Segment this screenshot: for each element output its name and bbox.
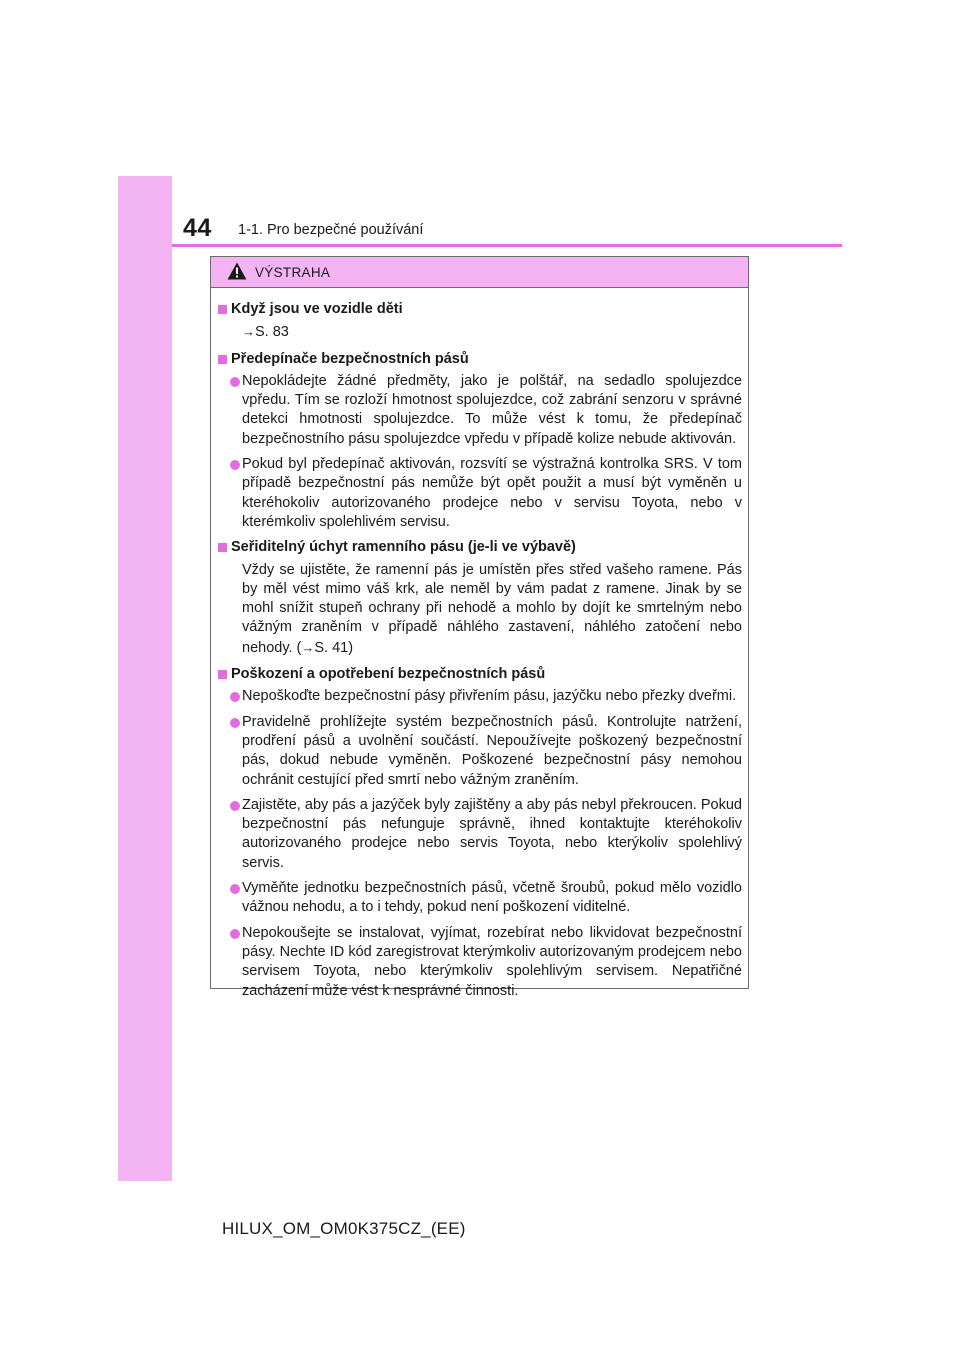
warning-label: VÝSTRAHA bbox=[255, 265, 331, 280]
circle-bullet-icon bbox=[230, 377, 240, 387]
side-tab-bar bbox=[118, 176, 172, 1181]
bullet-item bbox=[217, 924, 742, 1001]
header-divider bbox=[172, 244, 842, 247]
paragraph: Vždy se ujistěte, že ramenní pás je umístěn přes střed vašeho ramene. Pás by měl vést mimo váš krk, ale neměl by vám padat z ramene. Jinak by se mohl snížit stupeň ochrany při nehodě a mohlo by dojít ke smrtelným nebo vážným zraněním v případě náhlého zastavení, náhlého zatočení nebo nehody. (→S. 41) bbox=[242, 561, 742, 656]
bullet-item bbox=[217, 455, 742, 532]
warning-triangle-icon bbox=[227, 262, 247, 280]
warning-header bbox=[211, 257, 748, 288]
arrow-right-icon: → bbox=[242, 324, 255, 340]
section-title: 1-1. Pro bezpečné používání bbox=[238, 222, 424, 238]
bullet-item bbox=[217, 879, 742, 918]
bullet-text: Nepoškoďte bezpečnostní pásy přivřením pásu, jazýčku nebo přezky dveřmi. bbox=[242, 688, 737, 705]
bullet-item bbox=[217, 796, 742, 873]
page-number: 44 bbox=[183, 214, 212, 242]
page-reference bbox=[217, 322, 742, 342]
square-bullet-icon bbox=[218, 305, 227, 314]
bullet-text: Pravidelně prohlížejte systém bezpečnostních pásů. Kontrolujte natržení, prodření pásů a uvolnění součástí. Nepoužívejte poškozený bezpečnostní pás, dokud nebude vyměněn. Poškozené bezpečnostní pásy nemohou ochránit cestující před smrtí nebo vážným zraněním. bbox=[242, 713, 742, 788]
section-heading-text: Seřiditelný úchyt ramenního pásu (je-li ve výbavě) bbox=[231, 539, 576, 556]
square-bullet-icon bbox=[218, 355, 227, 364]
circle-bullet-icon bbox=[230, 718, 240, 728]
bullet-text: Nepokoušejte se instalovat, vyjímat, rozebírat nebo likvidovat bezpečnostní pásy. Nechte ID kód zaregistrovat kterýmkoliv autorizovaným prodejcem nebo servisem Toyota, nebo kterýmkoliv spolehlivým servisem. Nepatřičné zacházení může vést k nesprávné činnosti. bbox=[242, 924, 742, 999]
section-heading-text: Předepínače bezpečnostních pásů bbox=[231, 350, 469, 367]
page-reference-text: S. 41 bbox=[314, 639, 349, 656]
section-heading-text: Když jsou ve vozidle děti bbox=[231, 301, 403, 317]
bullet-text: Zajistěte, aby pás a jazýček byly zajištěny a aby pás nebyl překroucen. Pokud bezpečnostní pás nefunguje správně, ihned kontaktujte kteréhokoliv autorizovaného prodejce nebo servis Toyota, nebo kterýkoliv spolehlivý servis. bbox=[242, 796, 742, 871]
warning-body bbox=[211, 288, 748, 1001]
section-heading-text: Poškození a opotřebení bezpečnostních pásů bbox=[231, 666, 546, 683]
section-heading bbox=[217, 665, 742, 684]
circle-bullet-icon bbox=[230, 692, 240, 702]
section-heading bbox=[217, 350, 742, 369]
circle-bullet-icon bbox=[230, 884, 240, 894]
section-heading bbox=[217, 300, 742, 319]
bullet-text: Vyměňte jednotku bezpečnostních pásů, včetně šroubů, pokud mělo vozidlo vážnou nehodu, a to i tehdy, pokud není poškození viditelné. bbox=[242, 880, 742, 916]
circle-bullet-icon bbox=[230, 801, 240, 811]
bullet-item bbox=[217, 713, 742, 790]
square-bullet-icon bbox=[218, 543, 227, 552]
bullet-item bbox=[217, 372, 742, 449]
paragraph-text: Vždy se ujistěte, že ramenní pás je umístěn přes střed vašeho ramene. Pás by měl vést mimo váš krk, ale neměl by vám padat z ramene. Jinak by se mohl snížit stupeň ochrany při nehodě a mohlo by dojít ke smrtelným nebo vážným zraněním v případě náhlého zastavení, náhlého zatočení nebo nehody. bbox=[242, 561, 742, 656]
circle-bullet-icon bbox=[230, 460, 240, 470]
arrow-right-icon: → bbox=[301, 639, 315, 655]
page-reference-text: S. 83 bbox=[255, 324, 289, 341]
bullet-item bbox=[217, 687, 742, 706]
circle-bullet-icon bbox=[230, 929, 240, 939]
document-code: HILUX_OM_OM0K375CZ_(EE) bbox=[222, 1219, 466, 1238]
warning-box bbox=[210, 256, 749, 999]
bullet-text: Nepokládejte žádné předměty, jako je polštář, na sedadlo spolujezdce vpředu. Tím se rozloží hmotnost spolujezdce, což zabrání senzoru v správné detekci hmotnosti spolujezdce. To může vést k tomu, že předepínač bezpečnostního pásu spolujezdce vpředu v případě kolize nebude aktivován. bbox=[242, 372, 742, 447]
square-bullet-icon bbox=[218, 670, 227, 679]
bullet-text: Pokud byl předepínač aktivován, rozsvítí se výstražná kontrolka SRS. V tom případě bezpečnostní pás nemůže být opět použit a musí být vyměněn u kteréhokoliv autorizovaného prodejce nebo v servisu Toyota, nebo v kterémkoliv spolehlivém servisu. bbox=[242, 456, 742, 530]
section-heading bbox=[217, 538, 742, 557]
